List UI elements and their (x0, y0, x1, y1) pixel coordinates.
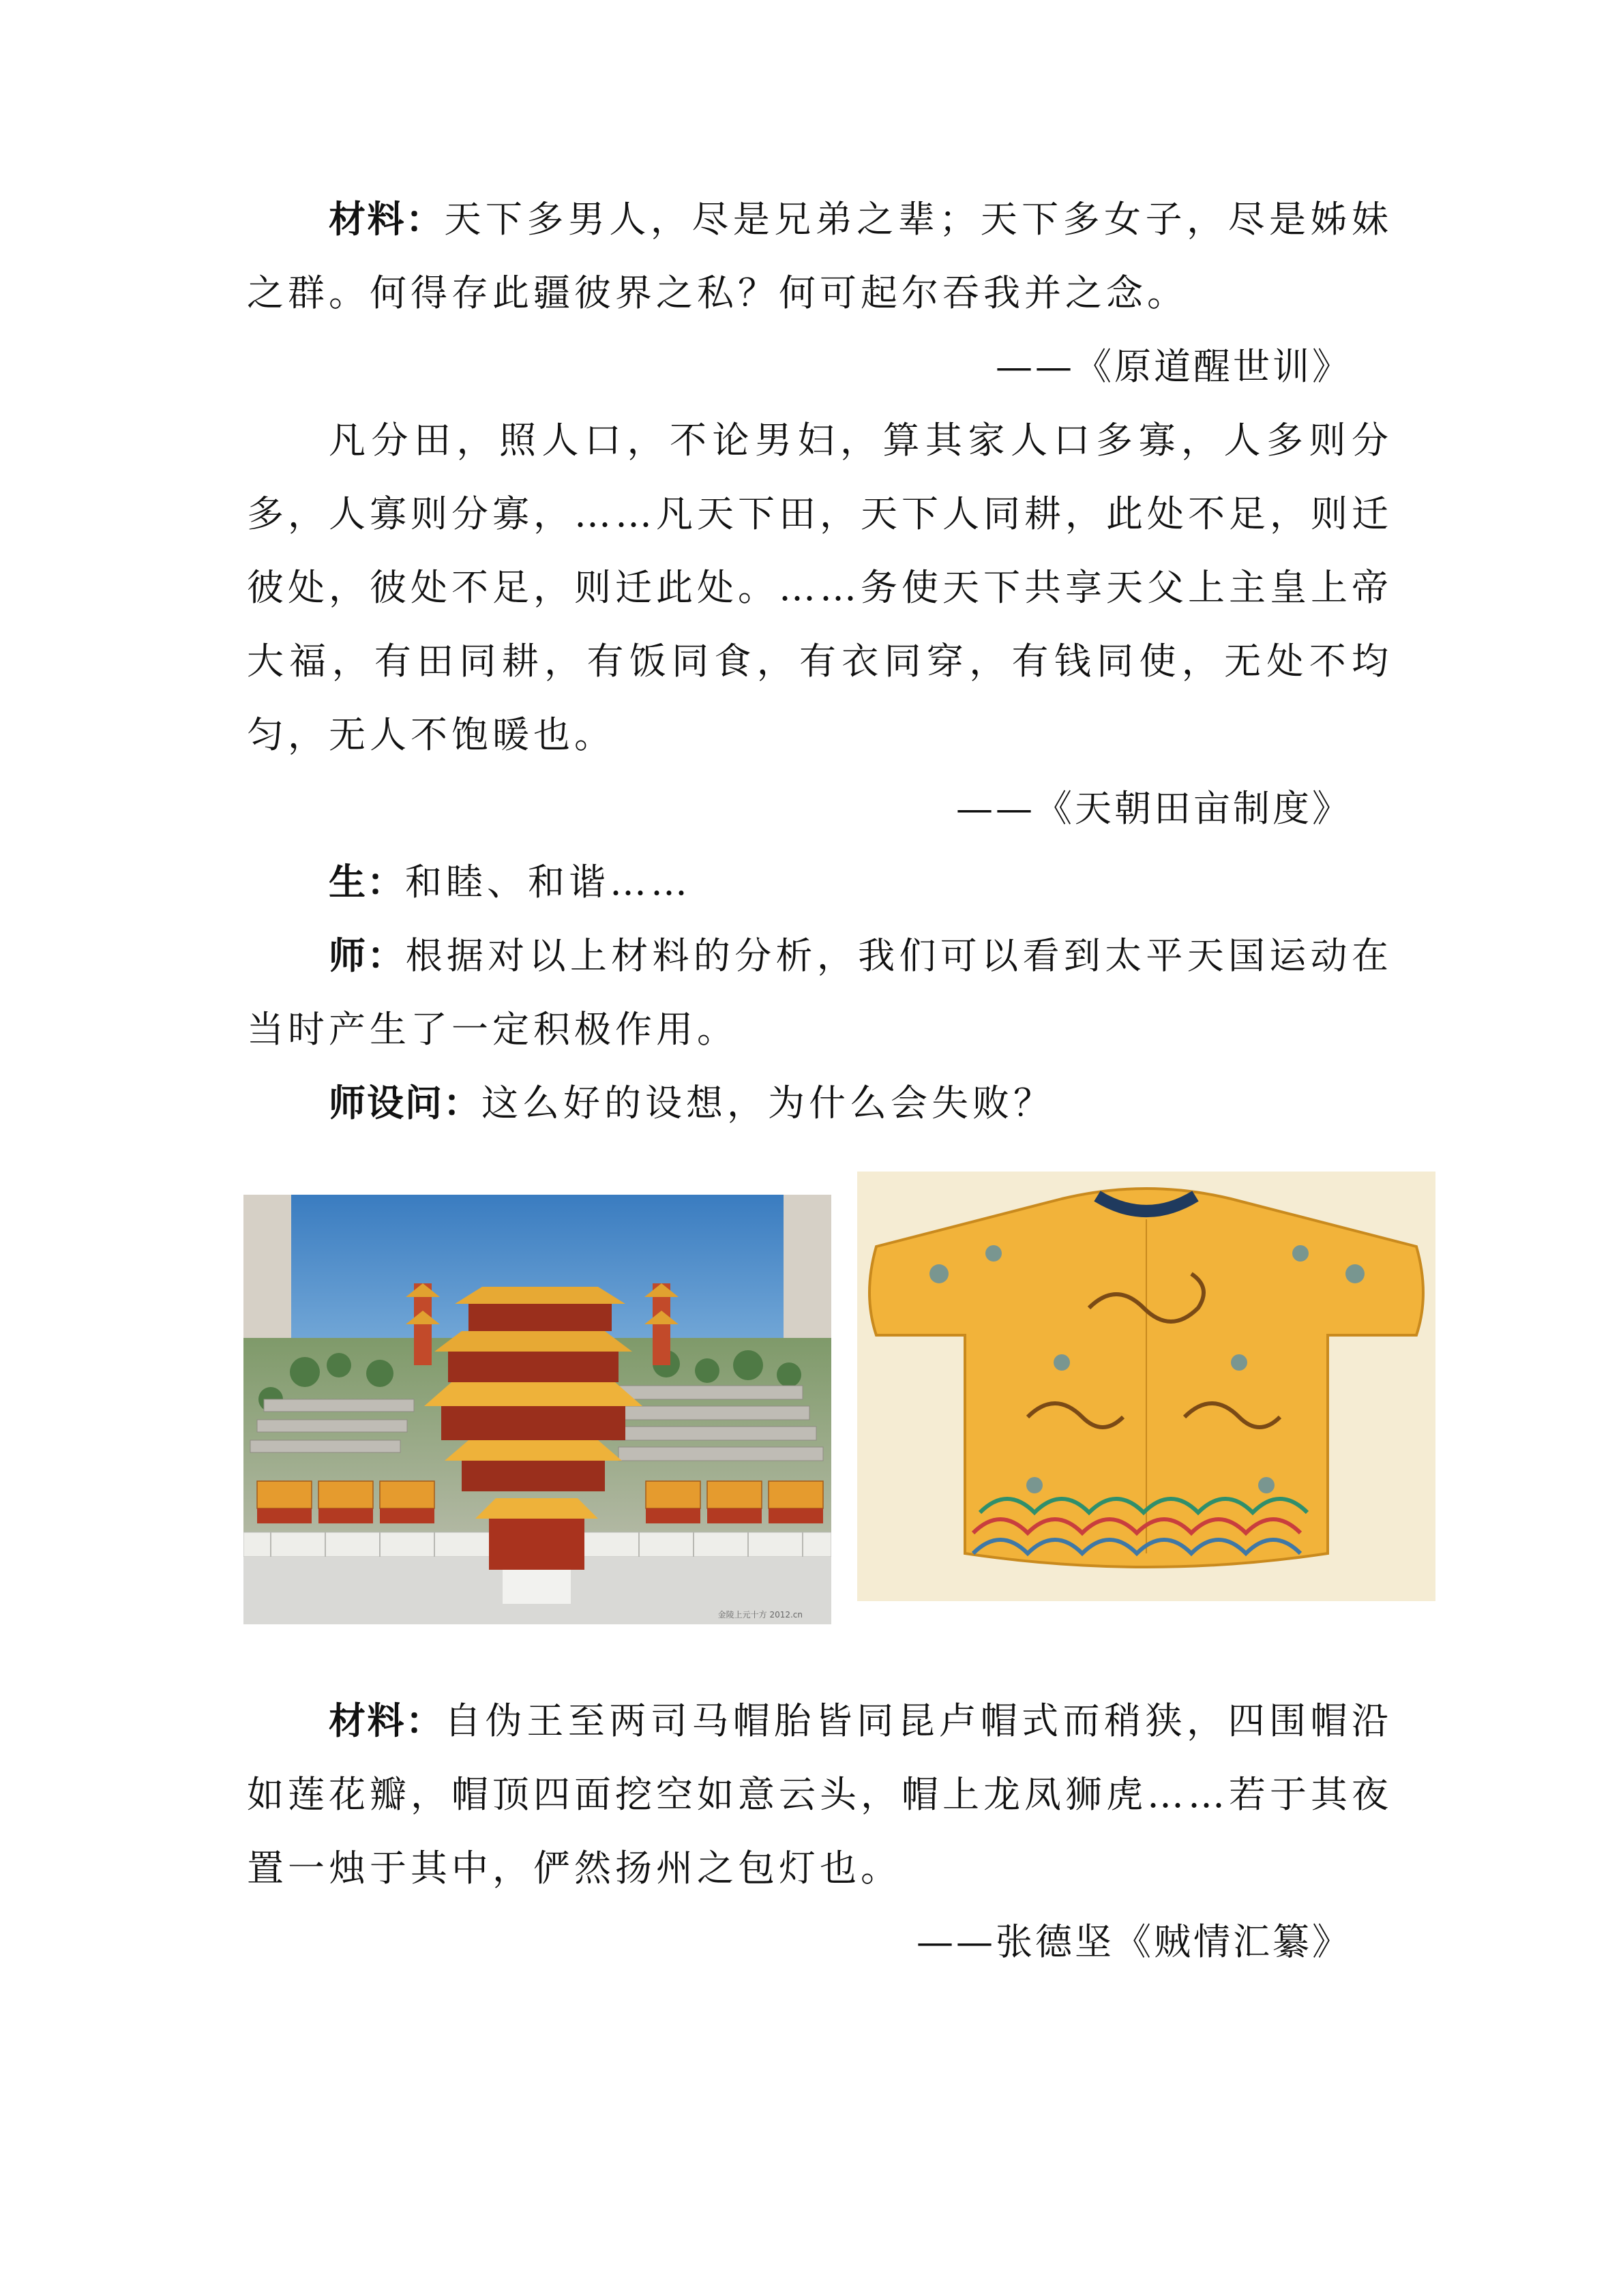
material-text-2: 自伪王至两司马帽胎皆同昆卢帽式而稍狭，四围帽沿如莲花瓣，帽顶四面挖空如意云头，帽上龙凤狮虎……若于其夜置一烛于其中，俨然扬州之包灯也。 (247, 1699, 1393, 1890)
material-label-2: 材料： (329, 1699, 445, 1742)
teacher-question-text: 这么好的设想，为什么会失败？ (481, 1082, 1054, 1124)
teacher-question-paragraph (247, 1067, 1393, 1140)
student-label: 生： (329, 861, 405, 904)
source-citation-2: ——《天朝田亩制度》 (956, 787, 1352, 830)
material-label: 材料： (329, 198, 445, 241)
teacher-label: 师： (329, 934, 406, 977)
dragon-robe-photo (857, 1172, 1435, 1601)
source-citation-1: ——《原道醒世训》 (996, 345, 1352, 388)
source-citation-3: ——张德坚《贼情汇纂》 (917, 1920, 1352, 1963)
teacher-text: 根据对以上材料的分析，我们可以看到太平天国运动在当时产生了一定积极作用。 (247, 934, 1393, 1051)
material-paragraph-2 (247, 1684, 1393, 1905)
text-section-lower (247, 1684, 1393, 1979)
student-text: 和睦、和谐…… (405, 861, 691, 904)
material-text: 天下多男人，尽是兄弟之辈；天下多女子，尽是姊妹之群。何得存此疆彼界之私？何可起尔吞我并之念。 (247, 198, 1393, 314)
text-section-upper (247, 183, 1393, 1140)
material-paragraph-1 (247, 183, 1393, 330)
teacher-paragraph (247, 919, 1393, 1067)
teacher-question-label: 师设问： (329, 1082, 481, 1124)
palace-model-photo (243, 1195, 831, 1624)
land-system-paragraph: 凡分田，照人口，不论男妇，算其家人口多寡，人多则分多，人寡则分寡，……凡天下田，天下人同耕，此处不足，则迁彼处，彼处不足，则迁此处。……务使天下共享天父上主皇上帝大福，有田同耕，有饭同食，有衣同穿，有钱同使，无处不均匀，无人不饱暖也。 (247, 419, 1393, 756)
photo-watermark: 金陵上元十方 2012.cn (717, 1610, 803, 1620)
student-paragraph (247, 846, 1393, 919)
